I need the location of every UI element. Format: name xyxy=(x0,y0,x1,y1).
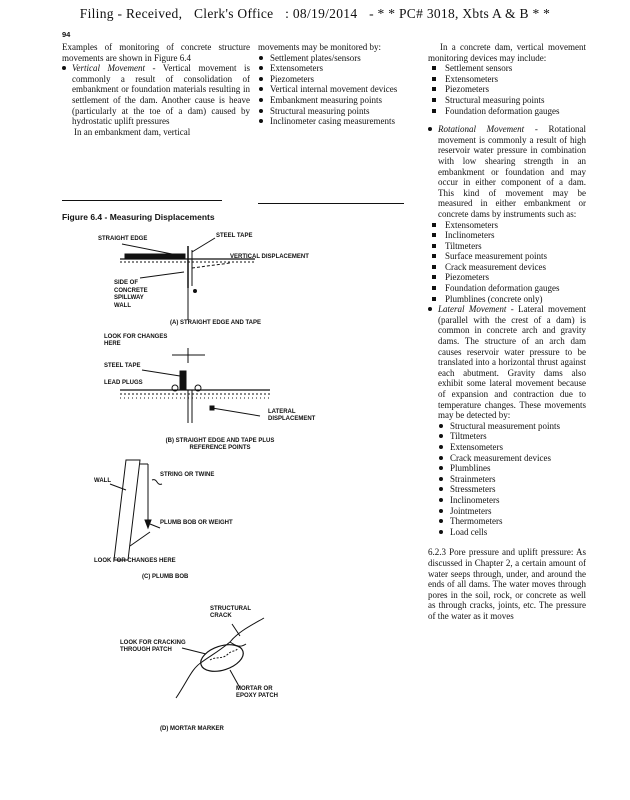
displacement-leader xyxy=(192,263,230,268)
list-item: Embankment measuring points xyxy=(258,95,404,106)
label-lateral-displacement-text: LATERAL DISPLACEMENT xyxy=(268,409,316,422)
figure-6-4-diagrams xyxy=(80,228,380,748)
label-lateral-displacement xyxy=(268,409,328,423)
intro-paragraph: Examples of monitoring of concrete structure movements are shown in Figure 6.4 xyxy=(62,42,250,63)
mortar-patch xyxy=(197,640,246,676)
list-item: Tiltmeters xyxy=(428,241,586,252)
list-item: Thermometers xyxy=(438,516,586,527)
list-item: Load cells xyxy=(438,527,586,538)
column-middle xyxy=(258,42,404,127)
list-item: Extensometers xyxy=(428,220,586,231)
leader-line xyxy=(130,532,150,546)
caption-d: (D) MORTAR MARKER xyxy=(160,726,224,732)
embankment-vertical-list xyxy=(258,53,404,127)
list-item: Tiltmeters xyxy=(438,431,586,442)
label-mortar-patch xyxy=(236,686,288,700)
list-item: Vertical internal movement devices xyxy=(258,84,404,95)
list-item: Structural measuring points xyxy=(428,95,586,106)
column-right xyxy=(428,42,586,621)
rotational-movement-term: Rotational Movement xyxy=(438,124,525,135)
rotational-movement-text: - Rotational movement is commonly a result of high reservoir water pressure in combination with low shearing strength in an embankment or foundation and may occur in either component of a dam. This kind of movement may be measured in either embankment or concrete dams by instruments such as: xyxy=(438,124,586,219)
string-leader xyxy=(152,480,162,485)
filing-received-text: Filing - Received, xyxy=(79,6,183,21)
label-straight-edge: STRAIGHT EDGE xyxy=(98,236,148,242)
label-string-or-twine: STRING OR TWINE xyxy=(160,472,215,478)
lateral-list xyxy=(438,421,586,538)
list-item: Foundation deformation gauges xyxy=(428,106,586,117)
filing-header xyxy=(0,6,630,22)
figure-title: Figure 6.4 - Measuring Displacements xyxy=(62,212,215,222)
list-item: Piezometers xyxy=(428,84,586,95)
embankment-paragraph: In an embankment dam, vertical xyxy=(74,126,191,137)
list-item: Crack measurement devices xyxy=(438,453,586,464)
list-item: Inclinometers xyxy=(428,230,586,241)
filing-date-text: : 08/19/2014 xyxy=(285,6,358,21)
diagram-c xyxy=(110,460,162,560)
list-item: Structural measurement points xyxy=(438,421,586,432)
list-item: Stressmeters xyxy=(438,484,586,495)
steel-tape-strip xyxy=(180,371,186,389)
list-item: Plumblines xyxy=(438,463,586,474)
docket-text: - * * PC# 3018, Xbts A & B * * xyxy=(369,6,551,21)
list-item: Foundation deformation gauges xyxy=(428,283,586,294)
concrete-vertical-list xyxy=(428,63,586,116)
list-item: Piezometers xyxy=(258,74,404,85)
clerks-office-text: Clerk's Office xyxy=(193,6,274,21)
label-look-for-changes-b-text: LOOK FOR CHANGES HERE xyxy=(104,334,168,347)
section-6-2-3-paragraph: 6.2.3 Pore pressure and uplift pressure: As discussed in Chapter 2, a certain amount of water seeps through, under, and around the ends of all dams. The water moves through pores in the soil, rock, or concrete as well as through cracks, joints, etc. The pressure of the water as it moves xyxy=(428,547,586,621)
label-plumb-bob: PLUMB BOB OR WEIGHT xyxy=(160,520,233,526)
label-steel-tape-a: STEEL TAPE xyxy=(216,233,253,239)
leader-line xyxy=(122,244,172,254)
separator-rule-middle xyxy=(258,203,404,204)
label-look-for-cracking-text: LOOK FOR CRACKING THROUGH PATCH xyxy=(120,640,186,653)
list-item: Settlement plates/sensors xyxy=(258,53,404,64)
label-structural-crack-text: STRUCTURAL CRACK xyxy=(210,606,251,619)
leader-line xyxy=(192,238,215,252)
lateral-movement-text: - Lateral movement (parallel with the crest of a dam) is common in concrete arch and gravity dams. The structure of an arch dam causes reservoir water pressure to be translated into a horizontal thrust against each abutment. Gravity dams also exhibit some lateral movement because of expansion and contraction due to temperature changes. These movements may be detected by: xyxy=(438,304,587,421)
column-left xyxy=(62,42,250,137)
caption-b xyxy=(164,438,276,452)
label-mortar-patch-text: MORTAR OR EPOXY PATCH xyxy=(236,686,279,699)
caption-a: (A) STRAIGHT EDGE AND TAPE xyxy=(170,320,261,326)
lateral-movement-item xyxy=(428,304,586,421)
label-look-for-changes-b xyxy=(104,334,174,348)
caption-b-text: (B) STRAIGHT EDGE AND TAPE PLUS REFERENCE POINTS xyxy=(165,438,275,451)
label-look-for-cracking xyxy=(120,640,200,654)
label-vertical-displacement: VERTICAL DISPLACEMENT xyxy=(230,254,309,260)
list-item: Structural measuring points xyxy=(258,106,404,117)
reference-point xyxy=(194,290,197,293)
list-item: Jointmeters xyxy=(438,506,586,517)
vertical-movement-text: - Vertical movement is commonly a result of consolidation of embankment or foundation materials resulting in settlement of the dam. Another cause is heave (particularly at the toe of a dam) caused by hydrostatic uplift pressures xyxy=(72,63,250,127)
label-lead-plugs: LEAD PLUGS xyxy=(104,380,143,386)
leader-line xyxy=(150,524,160,528)
list-item: Settlement sensors xyxy=(428,63,586,74)
vertical-movement-term: Vertical Movement xyxy=(72,63,146,74)
label-side-of-spillway-wall-text: SIDE OF CONCRETE SPILLWAY WALL xyxy=(114,280,148,309)
list-item: Extensometers xyxy=(428,74,586,85)
page-number: 94 xyxy=(62,30,71,39)
list-item: Strainmeters xyxy=(438,474,586,485)
list-item: Surface measurement points xyxy=(428,251,586,262)
concrete-vertical-intro: In a concrete dam, vertical movement monitoring devices may include: xyxy=(428,42,586,63)
label-structural-crack xyxy=(210,606,260,620)
leader-line xyxy=(212,408,260,416)
leader-line xyxy=(110,484,126,490)
separator-rule-left xyxy=(62,200,222,201)
wall-outline xyxy=(114,460,140,560)
rotational-list xyxy=(428,220,586,305)
leader-line xyxy=(140,272,184,278)
label-look-for-changes-c: LOOK FOR CHANGES HERE xyxy=(94,558,176,564)
rotational-movement-item xyxy=(428,124,586,219)
label-wall: WALL xyxy=(94,478,111,484)
monitored-by-text: movements may be monitored by: xyxy=(258,42,381,52)
caption-c: (C) PLUMB BOB xyxy=(142,574,189,580)
label-steel-tape-b: STEEL TAPE xyxy=(104,363,141,369)
list-item: Inclinometers xyxy=(438,495,586,506)
list-item: Crack measurement devices xyxy=(428,262,586,273)
list-item: Plumblines (concrete only) xyxy=(428,294,586,305)
label-side-of-spillway-wall xyxy=(114,280,158,310)
leader-line xyxy=(232,624,240,636)
list-item: Extensometers xyxy=(438,442,586,453)
crack-branch xyxy=(230,642,246,646)
vertical-movement-item xyxy=(62,63,250,127)
list-item: Extensometers xyxy=(258,63,404,74)
leader-line xyxy=(142,370,180,376)
list-item: Piezometers xyxy=(428,272,586,283)
lateral-movement-term: Lateral Movement xyxy=(438,304,507,315)
straight-edge-bar xyxy=(125,254,185,258)
list-item: Inclinometer casing measurements xyxy=(258,116,404,127)
